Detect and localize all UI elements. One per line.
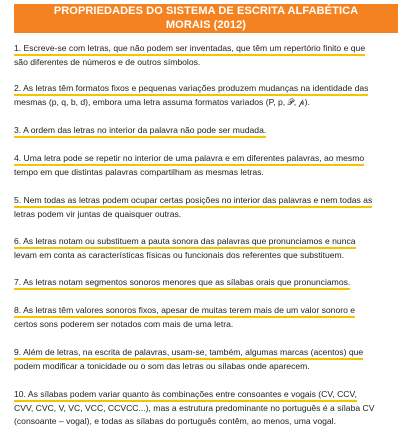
property-item-10: [14, 388, 402, 429]
property-9-line-1: 9. Além de letras, na escrita de palavras, usam-se, também, algumas marcas (acentos) que: [14, 347, 363, 360]
property-5-line-1: 5. Nem todas as letras podem ocupar certas posições no interior das palavras e nem todas as: [14, 195, 372, 208]
property-1-line-1: 1. Escreve-se com letras, que não podem ser inventadas, que têm um repertório finito e que: [14, 43, 365, 56]
property-5-line-2: letras podem vir juntas de quaisquer outras.: [14, 208, 182, 219]
property-2-line-1: 2. As letras têm formatos fixos e pequenas variações produzem mudanças na identidade das: [14, 83, 368, 96]
property-item-4: [14, 152, 402, 179]
property-item-1: [14, 42, 402, 69]
property-item-9: [14, 346, 402, 373]
property-4-line-2: tempo em que distintas palavras compartilham as mesmas letras.: [14, 166, 264, 177]
property-2-line-2: mesmas (p, q, b, d), embora uma letra assuma formatos variados (P, p, 𝒫, 𝓅).: [14, 96, 310, 107]
title-line-1: PROPRIEDADES DO SISTEMA DE ESCRITA ALFABÉTICA: [53, 5, 359, 17]
property-item-2: [14, 82, 402, 109]
property-4-line-1: 4. Uma letra pode se repetir no interior de uma palavra e em diferentes palavras, ao mesmo: [14, 153, 364, 166]
property-item-6: [14, 235, 402, 262]
property-item-3: [14, 124, 402, 138]
property-7-line-1: 7. As letras notam segmentos sonoros menores que as sílabas orais que pronunciamos.: [14, 277, 350, 290]
property-10-line-2: CVV, CVC, V, VC, VCC, CCVCC...), mas a estrutura predominante no português é a sílaba CV: [14, 402, 375, 413]
property-8-line-1: 8. As letras têm valores sonoros fixos, apesar de muitas terem mais de um valor sonoro e: [14, 305, 355, 318]
property-9-line-2: podem modificar a tonicidade ou o som das letras ou sílabas onde aparecem.: [14, 360, 310, 371]
title-banner: [14, 4, 398, 33]
property-item-8: [14, 304, 402, 331]
property-10-line-3: (consoante – vogal), e todas as sílabas do português contêm, ao menos, uma vogal.: [14, 416, 336, 427]
property-10-line-1: 10. As sílabas podem variar quanto às combinações entre consoantes e vogais (CV, CCV,: [14, 389, 357, 402]
property-item-5: [14, 194, 402, 221]
property-6-line-1: 6. As letras notam ou substituem a pauta sonora das palavras que pronunciamos e nunca: [14, 236, 356, 249]
title-line-2: MORAIS (2012): [165, 19, 247, 31]
property-6-line-2: levam em conta as características físicas ou funcionais dos referentes que substituem.: [14, 249, 345, 260]
property-8-line-2: certos sons poderem ser notados com mais de uma letra.: [14, 318, 234, 329]
property-1-line-2: são diferentes de números e de outros símbolos.: [14, 56, 201, 67]
property-3-line-1: 3. A ordem das letras no interior da palavra não pode ser mudada.: [14, 125, 266, 138]
property-item-7: [14, 276, 402, 290]
